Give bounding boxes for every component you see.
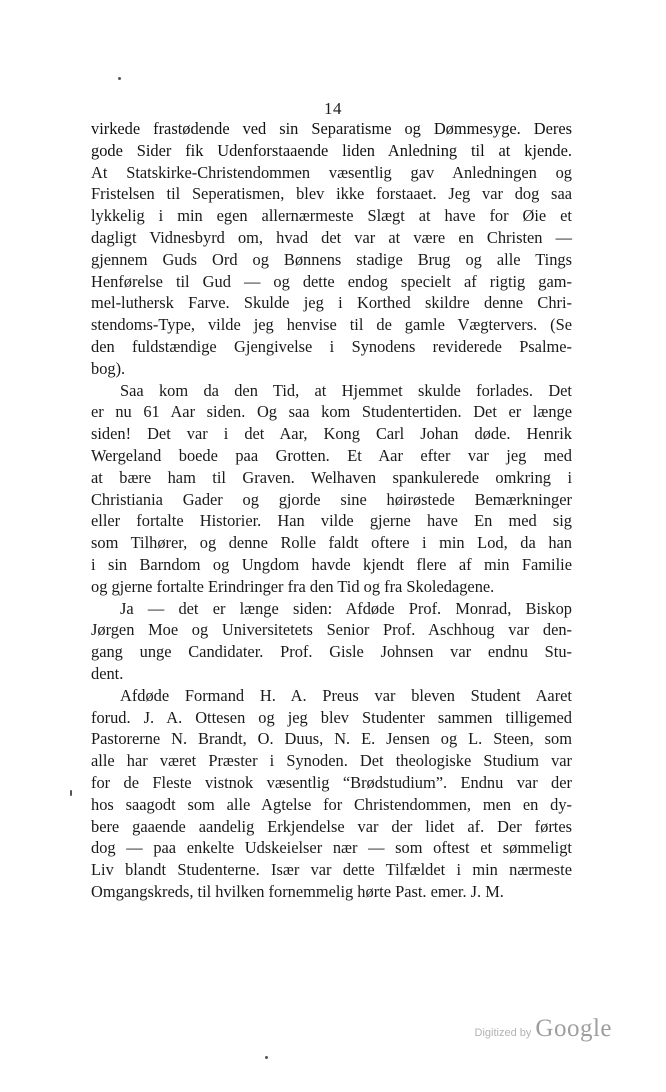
- text-line: alle har været Præster i Synoden. Det theologiske Studium var: [91, 751, 572, 771]
- text-line: er nu 61 Aar siden. Og saa kom Studentertiden. Det er længe: [91, 402, 572, 422]
- text-line: Christiania Gader og gjorde sine høirøstede Bemærkninger: [91, 489, 572, 509]
- text-line: Ja — det er længe siden: Afdøde Prof. Monrad, Biskop: [120, 598, 572, 618]
- text-line: bere gaaende aandelig Erkjendelse var der lidet af. Der førtes: [91, 816, 572, 836]
- text-line: dagligt Vidnesbyrd om, hvad det var at være en Christen —: [91, 227, 572, 247]
- text-line: Jørgen Moe og Universitetets Senior Prof. Aschhoug var den-: [91, 620, 572, 640]
- text-line: for de Fleste vistnok væsentlig “Brødstudium”. Endnu var der: [91, 772, 572, 792]
- text-line: eller fortalte Historier. Han vilde gjerne have En med sig: [91, 511, 572, 531]
- google-logo: Google: [535, 1015, 612, 1042]
- text-line: Afdøde Formand H. A. Preus var bleven Student Aaret: [120, 685, 572, 705]
- text-line: som Tilhører, og denne Rolle faldt oftere i min Lod, da han: [91, 533, 572, 553]
- text-line: gjennem Guds Ord og Bønnens stadige Brug og alle Tings: [91, 249, 572, 269]
- text-line: i sin Barndom og Ungdom havde kjendt flere af min Familie: [91, 554, 572, 574]
- text-line: Saa kom da den Tid, at Hjemmet skulde forlades. Det: [120, 380, 572, 400]
- text-line: At Statskirke-Christendommen væsentlig gav Anledningen og: [91, 162, 572, 182]
- text-line: dent.: [91, 663, 124, 683]
- watermark-prefix: Digitized by: [474, 1027, 532, 1039]
- text-line: lykkelig i min egen allernærmeste Slægt at have for Øie et: [91, 206, 572, 226]
- text-line: siden! Det var i det Aar, Kong Carl Johan døde. Henrik: [91, 424, 572, 444]
- google-watermark: [452, 1015, 612, 1049]
- text-line: forud. J. A. Ottesen og jeg blev Studenter sammen tilligemed: [91, 707, 572, 727]
- text-line: mel-luthersk Farve. Skulde jeg i Korthed skildre denne Chri-: [91, 293, 572, 313]
- text-line: Wergeland boede paa Grotten. Et Aar efter var jeg med: [91, 445, 572, 465]
- text-line: stendoms-Type, vilde jeg henvise til de gamle Vægtervers. (Se: [91, 315, 572, 335]
- text-line: gode Sider fik Udenforstaaende liden Anledning til at kjende.: [91, 140, 572, 160]
- text-line: bog).: [91, 358, 126, 378]
- stray-mark: [70, 790, 72, 796]
- text-line: Omgangskreds, til hvilken fornemmelig hørte Past. emer. J. M.: [91, 881, 504, 901]
- text-line: gang unge Candidater. Prof. Gisle Johnsen var endnu Stu-: [91, 642, 572, 662]
- text-line: Pastorerne N. Brandt, O. Duus, N. E. Jensen og L. Steen, som: [91, 729, 572, 749]
- body-text: [91, 118, 572, 903]
- text-line: Henførelse til Gud — og dette endog specielt af rigtig gam-: [91, 271, 572, 291]
- text-line: at bære ham til Graven. Welhaven spankulerede omkring i: [91, 467, 572, 487]
- stray-dot: [118, 77, 121, 80]
- text-line: dog — paa enkelte Udskeielser nær — som oftest et sømmeligt: [91, 838, 572, 858]
- text-line: Liv blandt Studenterne. Især var dette Tilfældet i min nærmeste: [91, 860, 572, 880]
- text-line: hos saagodt som alle Agtelse for Christendommen, men en dy-: [91, 794, 572, 814]
- text-line: og gjerne fortalte Erindringer fra den Tid og fra Skoledagene.: [91, 576, 495, 596]
- stray-dot: [265, 1056, 268, 1059]
- text-line: den fuldstændige Gjengivelse i Synodens reviderede Psalme-: [91, 336, 572, 356]
- page-number: 14: [324, 99, 342, 118]
- text-line: Fristelsen til Seperatismen, blev ikke forstaaet. Jeg var dog saa: [91, 184, 572, 204]
- text-line: virkede frastødende ved sin Separatisme og Dømmesyge. Deres: [91, 119, 572, 138]
